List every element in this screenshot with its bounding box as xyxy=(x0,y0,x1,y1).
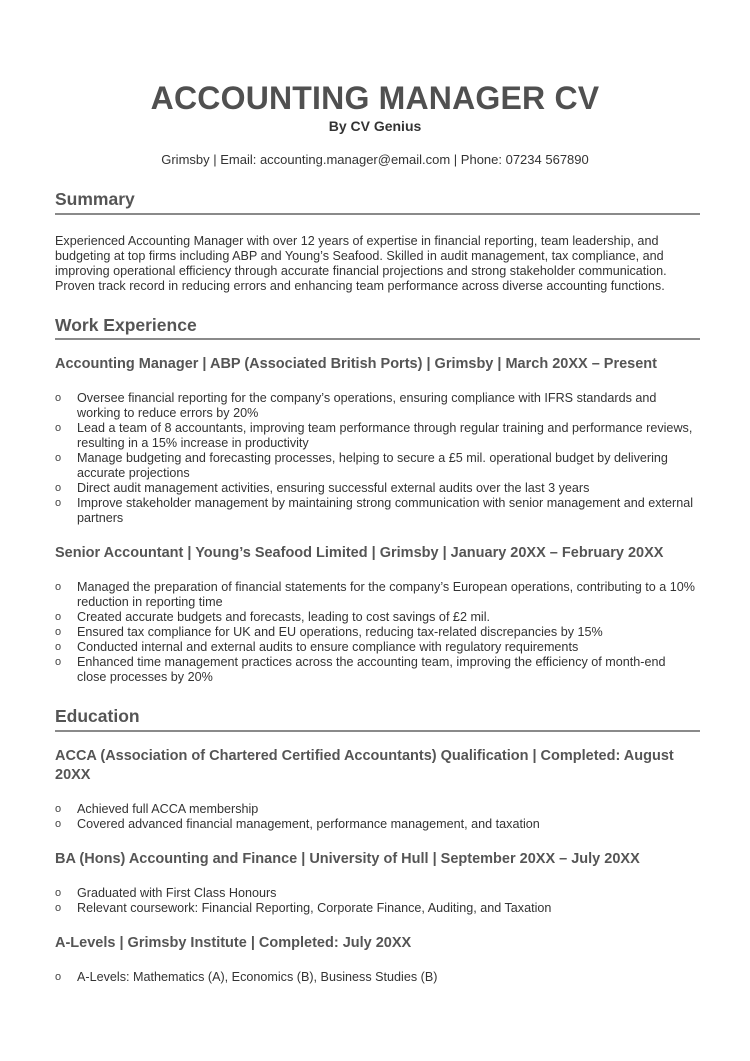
bullet-circle-icon: o xyxy=(55,392,62,404)
bullet-circle-icon: o xyxy=(55,626,62,638)
education-title-ba-hons: BA (Hons) Accounting and Finance | University of Hull | September 20XX – July 20XX xyxy=(55,851,640,867)
job-bullets-senior-accountant xyxy=(55,580,695,685)
bullet-circle-icon: o xyxy=(55,818,62,830)
job-title-accounting-manager: Accounting Manager | ABP (Associated British Ports) | Grimsby | March 20XX – Present xyxy=(55,356,657,372)
bullet-circle-icon: o xyxy=(55,422,62,434)
list-item: o Manage budgeting and forecasting processes, helping to secure a £5 mil. operational budget by delivering accurate projections xyxy=(55,451,668,480)
work-experience-heading: Work Experience xyxy=(55,315,197,335)
bullet-circle-icon: o xyxy=(55,641,62,653)
list-item: o A-Levels: Mathematics (A), Economics (B), Business Studies (B) xyxy=(55,970,438,984)
bullet-circle-icon: o xyxy=(55,452,62,464)
cv-title: ACCOUNTING MANAGER CV xyxy=(150,80,600,116)
list-item: o Improve stakeholder management by maintaining strong communication with senior management and external partners xyxy=(55,496,694,525)
bullet-circle-icon: o xyxy=(55,482,62,494)
list-item: o Created accurate budgets and forecasts, leading to cost savings of £2 mil. xyxy=(55,610,491,624)
list-item: o Direct audit management activities, ensuring successful external audits over the last 3 years xyxy=(55,481,590,495)
bullet-circle-icon: o xyxy=(55,497,62,509)
list-item: o Oversee financial reporting for the company’s operations, ensuring compliance with IFRS standards and working to reduce errors by 20% xyxy=(55,391,657,420)
list-item: o Conducted internal and external audits to ensure compliance with regulatory requirements xyxy=(55,640,579,654)
education-title-acca: ACCA (Association of Chartered Certified Accountants) Qualification | Completed: August 20XX xyxy=(55,748,674,783)
bullet-circle-icon: o xyxy=(55,971,62,983)
education-bullets-ba-hons xyxy=(55,886,695,916)
summary-text: Experienced Accounting Manager with over 12 years of expertise in financial reporting, team leadership, and budgeting at top firms including ABP and Young’s Seafood. Skilled in audit management, tax compliance, and improving operational efficiency through accurate financial projections and strong stakeholder communication. Proven track record in reducing errors and enhancing team performance across diverse accounting functions. xyxy=(55,234,667,293)
list-item: o Enhanced time management practices across the accounting team, improving the efficiency of month-end close processes by 20% xyxy=(55,655,666,684)
list-item: o Relevant coursework: Financial Reporting, Corporate Finance, Auditing, and Taxation xyxy=(55,901,552,915)
cv-subtitle: By CV Genius xyxy=(328,118,422,134)
bullet-circle-icon: o xyxy=(55,581,62,593)
list-item: o Ensured tax compliance for UK and EU operations, reducing tax-related discrepancies by 15% xyxy=(55,625,603,639)
list-item: o Graduated with First Class Honours xyxy=(55,886,277,900)
bullet-circle-icon: o xyxy=(55,887,62,899)
bullet-circle-icon: o xyxy=(55,803,62,815)
job-title-senior-accountant: Senior Accountant | Young’s Seafood Limited | Grimsby | January 20XX – February 20XX xyxy=(55,545,664,561)
education-title-a-levels: A-Levels | Grimsby Institute | Completed: July 20XX xyxy=(55,935,412,951)
education-bullets-acca xyxy=(55,802,695,832)
education-heading: Education xyxy=(55,706,140,726)
bullet-circle-icon: o xyxy=(55,902,62,914)
list-item: o Achieved full ACCA membership xyxy=(55,802,259,816)
list-item: o Managed the preparation of financial statements for the company’s European operations, contributing to a 10% reduction in reporting time xyxy=(55,580,695,609)
education-divider xyxy=(55,730,700,732)
contact-line: Grimsby | Email: accounting.manager@email.com | Phone: 07234 567890 xyxy=(161,152,589,167)
bullet-circle-icon: o xyxy=(55,656,62,668)
summary-divider xyxy=(55,213,700,215)
job-bullets-accounting-manager xyxy=(55,391,695,526)
education-bullets-a-levels xyxy=(55,970,695,985)
bullet-circle-icon: o xyxy=(55,611,62,623)
list-item: o Covered advanced financial management, performance management, and taxation xyxy=(55,817,540,831)
list-item: o Lead a team of 8 accountants, improving team performance through regular training and performance reviews, resulting in a 15% increase in productivity xyxy=(55,421,693,450)
summary-heading: Summary xyxy=(55,189,135,209)
work-experience-divider xyxy=(55,338,700,340)
